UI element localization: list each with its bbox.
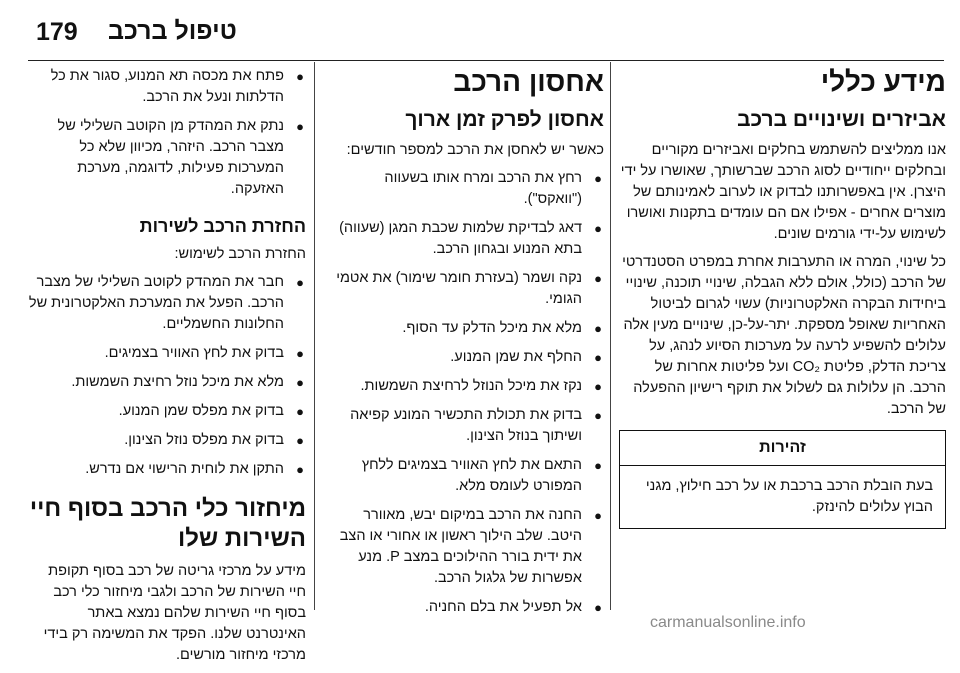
storage-intro: כאשר יש לאחסן את הרכב למספר חודשים: xyxy=(346,142,604,158)
list-item: ● פתח את מכסה תא המנוע, סגור את כל הדלתות ונעל את הרכב. xyxy=(50,68,304,105)
accessories-paragraph-1: אנו ממליצים להשתמש בחלקים ואביזרים מקוריים ובחלקים ייחודיים לסוג הרכב שברשותך, שאושרו על ידי היצרן. אין באפשרותנו לבדוק או לערוב לאמינותם של מוצרים אחרים - אפילו אם הם עומדים בתקנות ואושרו לשימוש על-ידי גורמים שונים. xyxy=(620,142,946,242)
left-column xyxy=(28,62,306,673)
subtitle-return-to-service: החזרת הרכב לשירות xyxy=(139,216,306,236)
bullet-icon: ● xyxy=(594,379,602,394)
list-item: ● נתק את המהדק מן הקוטב השלילי של מצבר הרכב. היזהר, מכיוון שלא כל המערכות פעילות, לדוגמה, מערכת האזעקה. xyxy=(57,118,304,197)
list-item: ● חבר את המהדק לקוטב השלילי של מצבר הרכב. הפעל את המערכת האלקטרונית של החלונות החשמליים. xyxy=(28,274,304,332)
bullet-icon: ● xyxy=(594,508,602,523)
accessories-paragraph-2: כל שינוי, המרה או התערבות אחרת במפרט הסטנדרטי של הרכב (כולל, אולם ללא הגבלה, שינויי תוכנה, שינויי ביחידות הבקרה האלקטרוניות) עשוי לגרום לביטול האחריות שאופל מספקת. יתר-על-כן, שינויים מעין אלה עלולים להשפיע לרעה על מערכות הסיוע לנהג, על צריכת הדלק, פליטת CO₂ ועל פליטות אחרות של הרכב. הן עלולות גם לשלול את תוקף רישיון ההפעלה של הרכב. xyxy=(622,254,946,417)
bullet-icon: ● xyxy=(594,321,602,336)
page-number: 179 xyxy=(36,18,78,46)
list-item: ● החנה את הרכב במיקום יבש, מאוורר היטב. שלב הילוך ראשון או אחורי או הצב את ידית בורר ההילוכים במצב P. מנע אפשרות של גלגול הרכב. xyxy=(339,507,602,586)
list-item: ● התקן את לוחית הרישוי אם נדרש. xyxy=(28,459,306,480)
bullet-icon: ● xyxy=(296,462,304,477)
subtitle-long-storage: אחסון לפרק זמן ארוך xyxy=(405,108,604,131)
return-list xyxy=(28,272,306,480)
bullet-icon: ● xyxy=(594,221,602,236)
section-title-storage: אחסון הרכב xyxy=(453,66,604,97)
caution-text: בעת הובלת הרכב ברכבת או על רכב חילוץ, מגני הבוץ עלולים להינזק. xyxy=(645,478,933,515)
bullet-icon: ● xyxy=(296,404,304,419)
section-title-recycling: מיחזור כלי הרכב בסוף חיי השירות שלו xyxy=(29,495,306,552)
running-head: טיפול ברכב xyxy=(108,17,237,45)
list-item: ● אל תפעיל את בלם החניה. xyxy=(326,597,604,618)
right-column xyxy=(616,62,946,529)
list-item: ● רחץ את הרכב ומרח אותו בשעווה ("וואקס"). xyxy=(384,170,602,207)
bullet-icon: ● xyxy=(296,433,304,448)
bullet-icon: ● xyxy=(296,346,304,361)
list-item: ● מלא את מיכל הדלק עד הסוף. xyxy=(326,318,604,339)
middle-column xyxy=(326,62,604,626)
section-title-general: מידע כללי xyxy=(820,66,946,97)
caution-title: זהירות xyxy=(620,431,945,466)
subtitle-accessories: אביזרים ושינויים ברכב xyxy=(737,108,946,131)
return-intro: החזרת הרכב לשימוש: xyxy=(174,246,306,262)
header-rule xyxy=(28,60,944,61)
column-divider-left xyxy=(314,62,315,610)
bullet-icon: ● xyxy=(594,458,602,473)
list-item: ● נקז את מיכל הנוזל לרחיצת השמשות. xyxy=(326,376,604,397)
column-divider-right xyxy=(610,62,611,610)
storage-list-continued xyxy=(28,66,306,200)
bullet-icon: ● xyxy=(594,350,602,365)
bullet-icon: ● xyxy=(594,408,602,423)
list-item: ● בדוק את מפלס שמן המנוע. xyxy=(28,401,306,422)
bullet-icon: ● xyxy=(594,600,602,615)
bullet-icon: ● xyxy=(296,375,304,390)
watermark: carmanualsonline.info xyxy=(650,614,806,631)
recycling-paragraph: מידע על מרכזי גריטה של רכב בסוף תקופת חיי השירות של הרכב ולגבי מיחזור כלי רכב בסוף חיי השירות שלהם נמצא באתר האינטרנט שלנו. הפקד את המשימה רק בידי מרכזי מיחזור מורשים. xyxy=(43,563,306,663)
list-item: ● מלא את מיכל נוזל רחיצת השמשות. xyxy=(28,372,306,393)
storage-list xyxy=(326,168,604,618)
bullet-icon: ● xyxy=(594,171,602,186)
caution-box xyxy=(619,430,946,529)
bullet-icon: ● xyxy=(594,271,602,286)
list-item: ● בדוק את לחץ האוויר בצמיגים. xyxy=(28,343,306,364)
list-item: ● החלף את שמן המנוע. xyxy=(326,347,604,368)
list-item: ● בדוק את מפלס נוזל הצינון. xyxy=(28,430,306,451)
list-item: ● נקה ושמר (בעזרת חומר שימור) את אטמי הגומי. xyxy=(336,270,602,307)
bullet-icon: ● xyxy=(296,275,304,290)
bullet-icon: ● xyxy=(296,69,304,84)
bullet-icon: ● xyxy=(296,119,304,134)
list-item: ● דאג לבדיקת שלמות שכבת המגן (שעווה) בתא המנוע ובגחון הרכב. xyxy=(339,220,602,257)
list-item: ● התאם את לחץ האוויר בצמיגים ללחץ המפורט לעומס מלא. xyxy=(361,457,602,494)
list-item: ● בדוק את תכולת התכשיר המונע קפיאה ושיתוך בנוזל הצינון. xyxy=(350,407,602,444)
